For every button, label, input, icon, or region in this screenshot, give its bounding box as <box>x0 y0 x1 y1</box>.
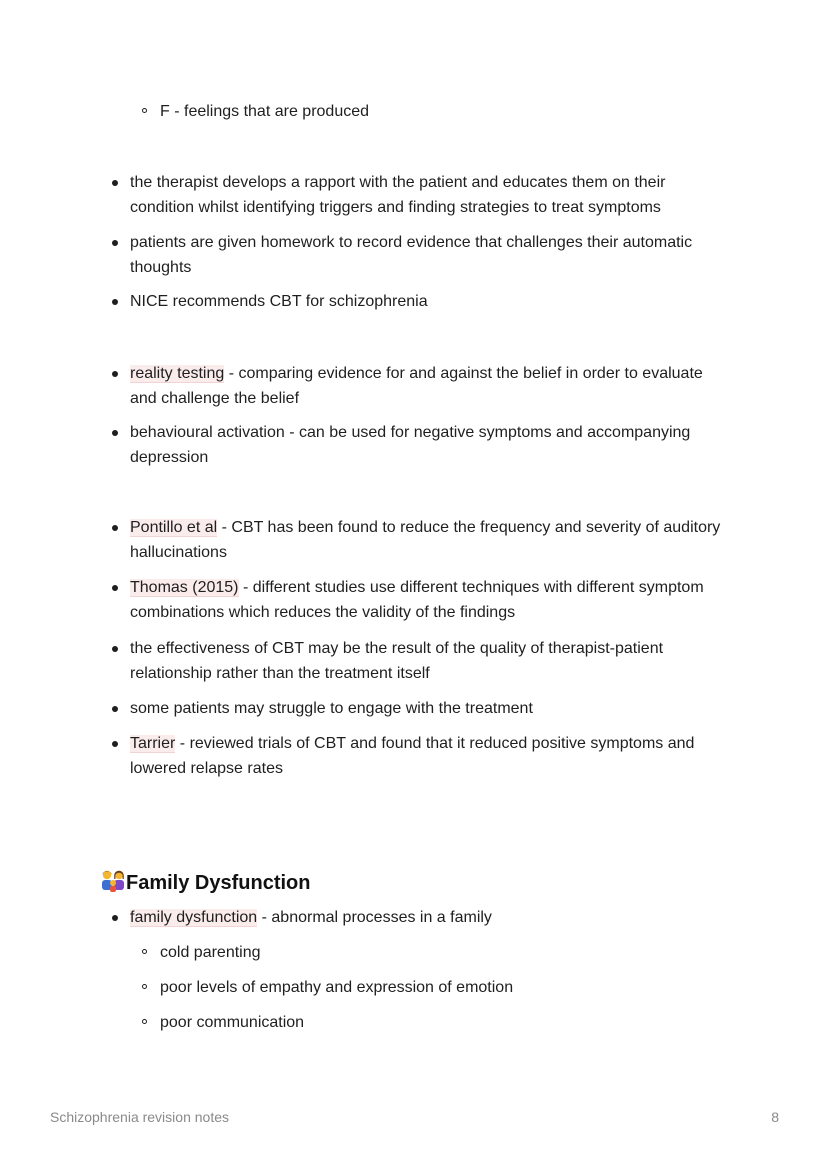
bullet-icon <box>112 299 118 305</box>
footer-page-number: 8 <box>771 1109 779 1125</box>
bullet-icon <box>112 180 118 186</box>
list-item <box>130 515 730 565</box>
hollow-bullet-icon <box>142 984 147 989</box>
highlighted-term: Thomas (2015) <box>130 579 239 596</box>
list-item <box>130 289 730 314</box>
bullet-icon <box>112 741 118 747</box>
list-item <box>160 975 720 1000</box>
list-item-text: - reviewed trials of CBT and found that it reduced positive symptoms and lowered relapse rates <box>130 735 695 777</box>
section-heading-text: Family Dysfunction <box>126 872 311 894</box>
bullet-icon <box>112 240 118 246</box>
bullet-icon <box>112 371 118 377</box>
hollow-bullet-icon <box>142 108 147 113</box>
list-item <box>130 230 730 280</box>
bullet-icon <box>112 646 118 652</box>
list-item-text: F - feelings that are produced <box>160 103 370 120</box>
highlighted-term: family dysfunction <box>130 909 258 926</box>
list-item-text: the effectiveness of CBT may be the result of the quality of therapist-patient relationship rather than the treatment itself <box>130 640 664 682</box>
highlighted-term: reality testing <box>130 365 225 382</box>
list-item-text: - comparing evidence for and against the belief in order to evaluate and challenge the belief <box>130 365 703 407</box>
list-item <box>130 575 730 625</box>
list-item <box>130 420 730 470</box>
list-item-text: some patients may struggle to engage with the treatment <box>130 700 533 717</box>
list-item-text: - abnormal processes in a family <box>257 909 492 926</box>
family-emoji-icon <box>100 869 126 893</box>
list-item <box>160 940 720 965</box>
list-item-text: NICE recommends CBT for schizophrenia <box>130 293 428 310</box>
list-item <box>130 636 730 686</box>
list-item-text: cold parenting <box>160 944 261 961</box>
section-heading <box>100 869 310 897</box>
list-item <box>130 905 730 930</box>
footer-document-title: Schizophrenia revision notes <box>50 1109 229 1125</box>
list-item-text: patients are given homework to record evidence that challenges their automatic thoughts <box>130 234 693 276</box>
list-item <box>160 1010 720 1035</box>
highlighted-term: Pontillo et al <box>130 519 218 536</box>
hollow-bullet-icon <box>142 1019 147 1024</box>
hollow-bullet-icon <box>142 949 147 954</box>
highlighted-term: Tarrier <box>130 735 176 752</box>
list-item <box>130 170 730 220</box>
list-item <box>130 731 730 781</box>
list-item <box>130 696 730 721</box>
list-item-text: - different studies use different techniques with different symptom combinations which reduces the validity of the findings <box>130 579 704 621</box>
bullet-icon <box>112 915 118 921</box>
list-item-text: behavioural activation - can be used for negative symptoms and accompanying depression <box>130 424 691 466</box>
list-item-text: - CBT has been found to reduce the frequency and severity of auditory hallucinations <box>130 519 721 561</box>
bullet-icon <box>112 585 118 591</box>
bullet-icon <box>112 430 118 436</box>
list-item <box>160 99 720 124</box>
bullet-icon <box>112 525 118 531</box>
bullet-icon <box>112 706 118 712</box>
list-item-text: poor levels of empathy and expression of emotion <box>160 979 514 996</box>
list-item <box>130 361 730 411</box>
list-item-text: poor communication <box>160 1014 305 1031</box>
list-item-text: the therapist develops a rapport with the patient and educates them on their condition whilst identifying triggers and finding strategies to treat symptoms <box>130 174 666 216</box>
